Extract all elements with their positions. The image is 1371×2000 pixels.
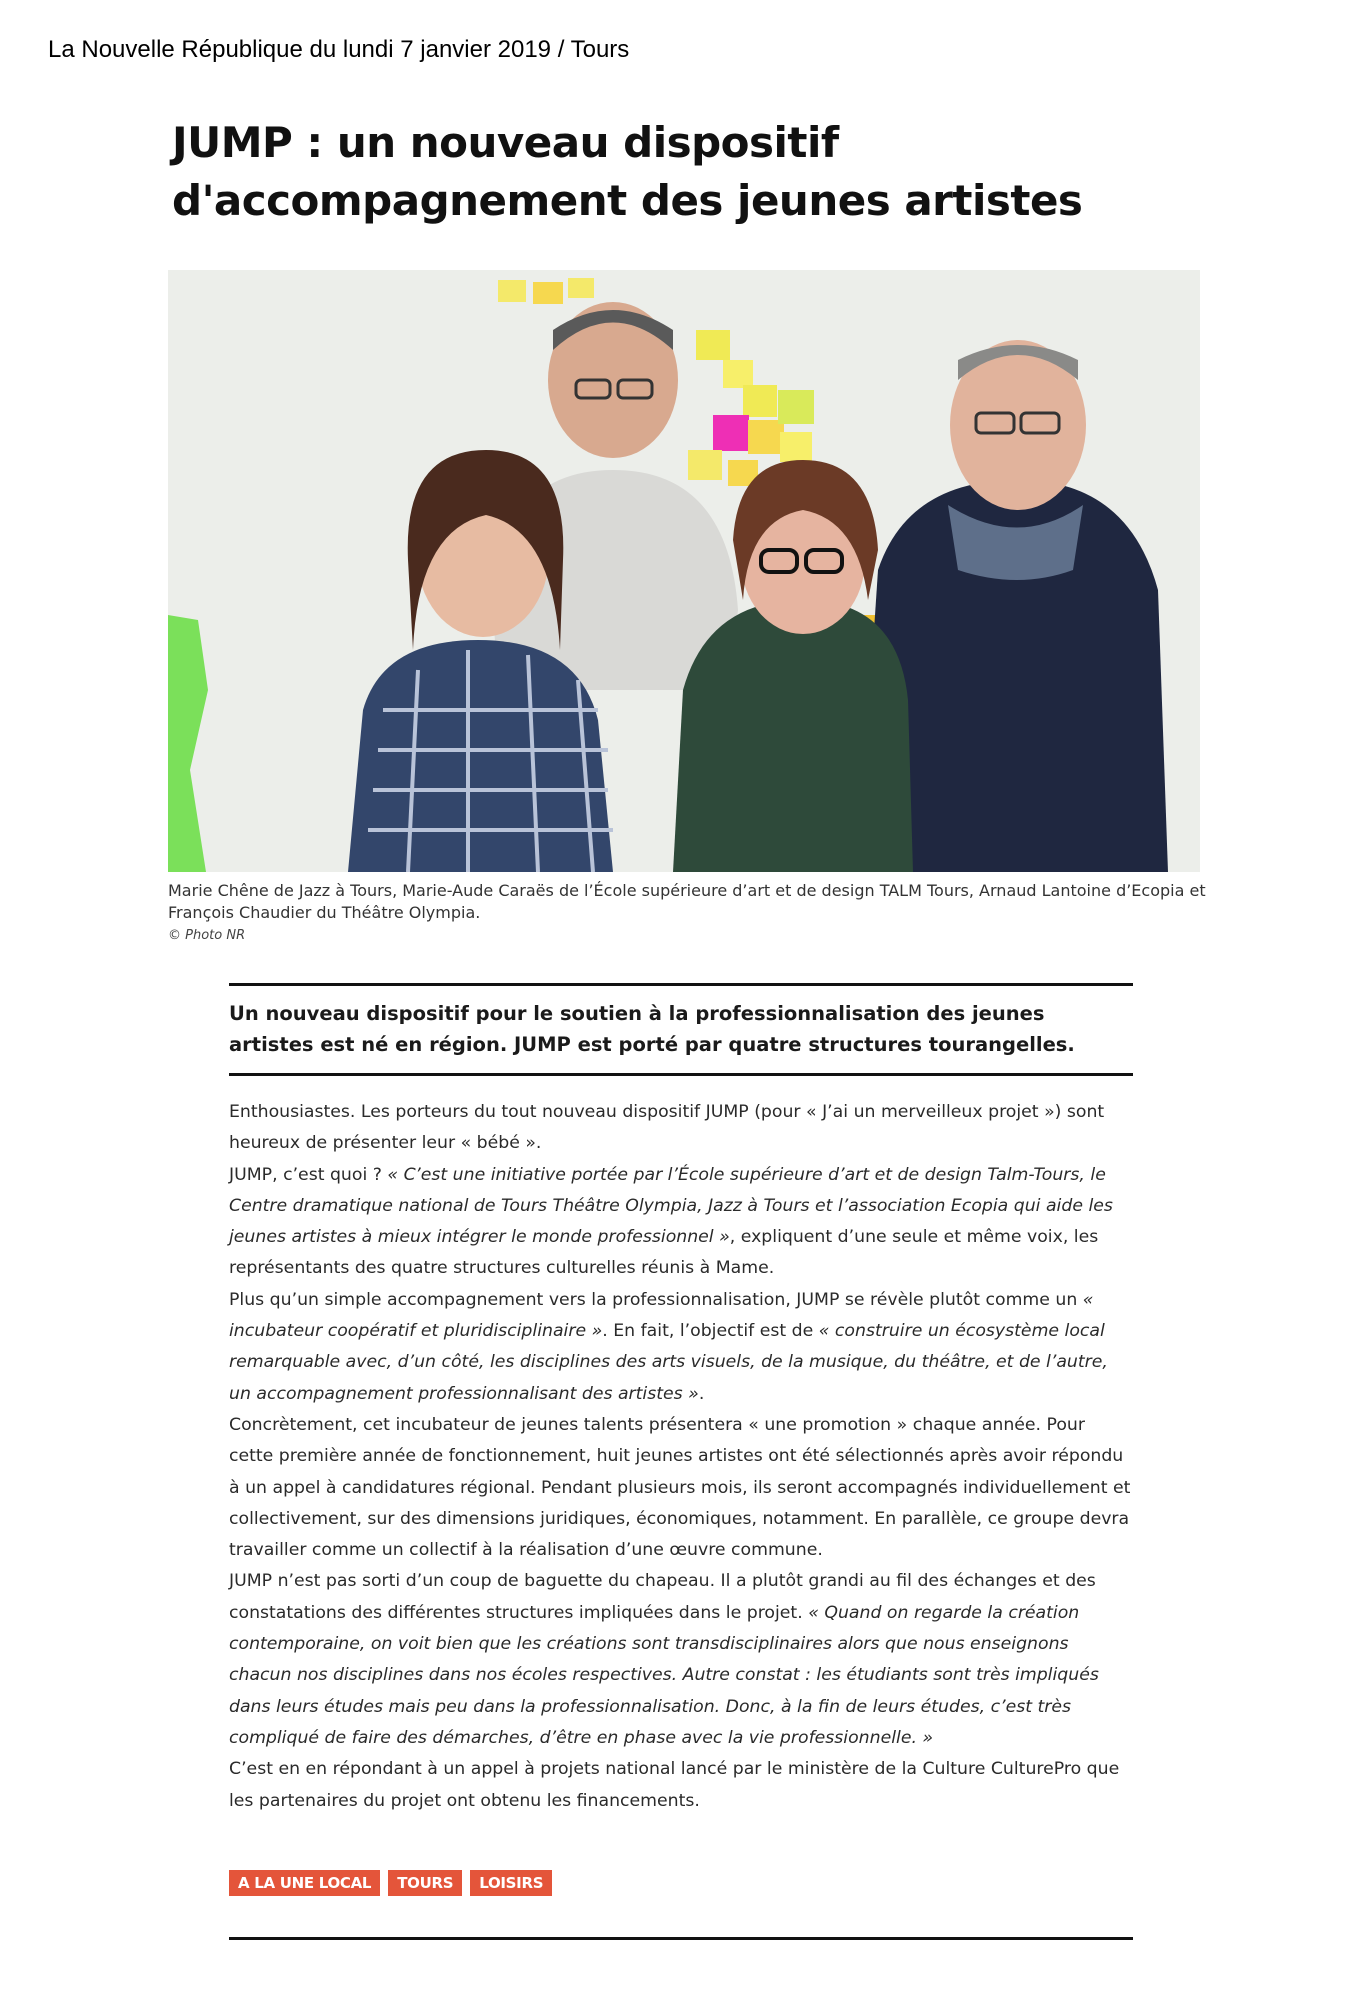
headline-line-1: JUMP : un nouveau dispositif (172, 118, 839, 167)
p3-text-a: Plus qu’un simple accompagnement vers la professionnalisation, JUMP se révèle plutôt comme un (229, 1289, 1083, 1310)
source-line: La Nouvelle République du lundi 7 janvier 2019 / Tours (48, 36, 630, 63)
p3-quote-2: « construire un écosystème local remarquable avec, d’un côté, les disciplines des arts visuels, de la musique, du théâtre, et de l’autre, un accompagnement professionnalisant des artistes » (229, 1321, 1108, 1404)
article-photo (168, 270, 1200, 872)
headline-line-2: d'accompagnement des jeunes artistes (172, 176, 1083, 225)
paragraph-3 (229, 1285, 1133, 1410)
p5-text-a: JUMP n’est pas sorti d’un coup de baguette du chapeau. Il a plutôt grandi au fil des échanges et des constatations des différentes structures impliquées dans le projet. (229, 1571, 1096, 1623)
lead-bottom-rule (229, 1073, 1133, 1076)
paragraph-1: Enthousiastes. Les porteurs du tout nouveau dispositif JUMP (pour « J’ai un merveilleux projet ») sont heureux de présenter leur « bébé ». (229, 1102, 1105, 1154)
article-headline (172, 114, 1172, 230)
paragraph-6: C’est en en répondant à un appel à projets national lancé par le ministère de la Culture CulturePro que les partenaires du projet ont obtenu les financements. (229, 1759, 1120, 1811)
p3-text-c: . En fait, l’objectif est de (602, 1321, 819, 1342)
article-lead: Un nouveau dispositif pour le soutien à la professionnalisation des jeunes artistes est né en région. JUMP est porté par quatre structures tourangelles. (229, 1002, 1075, 1056)
article-bottom-rule (229, 1937, 1133, 1940)
paragraph-2 (229, 1160, 1133, 1285)
p2-text-c: , expliquent d’une seule et même voix, les représentants des quatre structures culturelles réunis à Mame. (229, 1227, 1099, 1279)
p3-text-e: . (698, 1383, 705, 1404)
paragraph-5 (229, 1566, 1133, 1754)
photo-caption: Marie Chêne de Jazz à Tours, Marie-Aude Caraës de l’École supérieure d’art et de design TALM Tours, Arnaud Lantoine d’Ecopia et François Chaudier du Théâtre Olympia. (168, 881, 1206, 922)
article-body (229, 1097, 1133, 1817)
paragraph-4: Concrètement, cet incubateur de jeunes talents présentera « une promotion » chaque année. Pour cette première année de fonctionnement, huit jeunes artistes ont été sélectionnés après avoir répondu à un appel à candidatures régional. Pendant plusieurs mois, ils seront accompagnés individuellement et collectivement, sur des dimensions juridiques, économiques, notamment. En parallèle, ce groupe devra travailler comme un collectif à la réalisation d’une œuvre commune. (229, 1414, 1131, 1561)
tag-a-la-une-local[interactable]: A LA UNE LOCAL (229, 1870, 380, 1896)
lead-top-rule (229, 983, 1133, 986)
p2-quote: « C’est une initiative portée par l’École supérieure d’art et de design Talm-Tours, le Centre dramatique national de Tours Théâtre Olympia, Jazz à Tours et l’association Ecopia qui aide les jeunes artistes à mieux intégrer le monde professionnel » (229, 1164, 1113, 1248)
tag-tours[interactable]: TOURS (388, 1870, 462, 1896)
group-photo-illustration (168, 270, 1200, 872)
tag-list (229, 1870, 552, 1896)
p2-text-a: JUMP, c’est quoi ? (229, 1164, 388, 1185)
p5-quote: « Quand on regarde la création contemporaine, on voit bien que les créations sont transdisciplinaires alors que nous enseignons chacun nos disciplines dans nos écoles respectives. Autre constat : les étudiants sont très impliqués dans leurs études mais peu dans la professionnalisation. Donc, à la fin de leurs études, c’est très compliqué de faire des démarches, d’être en phase avec la vie professionnelle. » (229, 1602, 1099, 1748)
tag-loisirs[interactable]: LOISIRS (470, 1870, 552, 1896)
photo-credit: © Photo NR (168, 928, 246, 943)
p3-quote-1: « incubateur coopératif et pluridisciplinaire » (229, 1289, 1094, 1342)
